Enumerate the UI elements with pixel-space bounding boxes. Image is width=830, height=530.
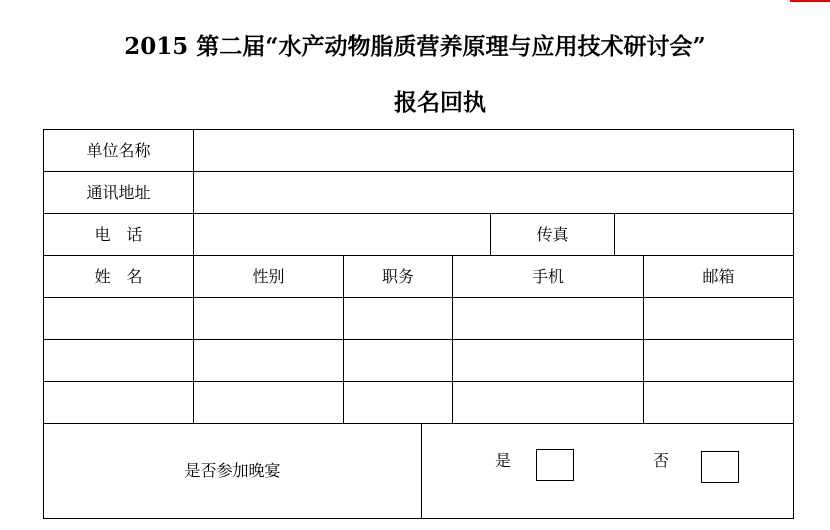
row1-name-field[interactable]	[43, 297, 193, 339]
col-header-position: 职务	[343, 255, 452, 297]
row3-gender-field[interactable]	[193, 381, 343, 423]
fax-label: 传真	[490, 213, 614, 255]
row1-email-field[interactable]	[643, 297, 793, 339]
col-header-name: 姓 名	[43, 255, 193, 297]
row2-mobile-field[interactable]	[452, 339, 643, 381]
row1-gender-field[interactable]	[193, 297, 343, 339]
row2-position-field[interactable]	[343, 339, 452, 381]
document-title: 2015 第二届“水产动物脂质营养原理与应用技术研讨会”	[124, 33, 706, 60]
row3-name-field[interactable]	[43, 381, 193, 423]
dinner-yes-label: 是	[495, 451, 512, 470]
col-header-email: 邮箱	[643, 255, 793, 297]
row3-email-field[interactable]	[643, 381, 793, 423]
dinner-yes-checkbox[interactable]	[536, 449, 574, 481]
dinner-no-label: 否	[653, 451, 670, 470]
col-header-mobile: 手机	[452, 255, 643, 297]
phone-field[interactable]	[193, 213, 490, 255]
phone-label: 电 话	[43, 213, 193, 255]
table-right-border	[793, 129, 794, 519]
row3-mobile-field[interactable]	[452, 381, 643, 423]
row2-name-field[interactable]	[43, 339, 193, 381]
table-bottom-border	[43, 518, 794, 519]
row1-mobile-field[interactable]	[452, 297, 643, 339]
org-label: 单位名称	[43, 129, 193, 171]
row1-position-field[interactable]	[343, 297, 452, 339]
row2-gender-field[interactable]	[193, 339, 343, 381]
registration-form	[43, 129, 794, 519]
col-header-gender: 性别	[193, 255, 343, 297]
org-field[interactable]	[193, 129, 793, 171]
row2-email-field[interactable]	[643, 339, 793, 381]
row3-position-field[interactable]	[343, 381, 452, 423]
address-field[interactable]	[193, 171, 793, 213]
document-subtitle: 报名回执	[394, 89, 486, 116]
address-label: 通讯地址	[43, 171, 193, 213]
dinner-label: 是否参加晚宴	[43, 423, 421, 518]
dinner-no-checkbox[interactable]	[701, 451, 739, 483]
fax-field[interactable]	[614, 213, 793, 255]
top-accent-line	[790, 0, 830, 2]
